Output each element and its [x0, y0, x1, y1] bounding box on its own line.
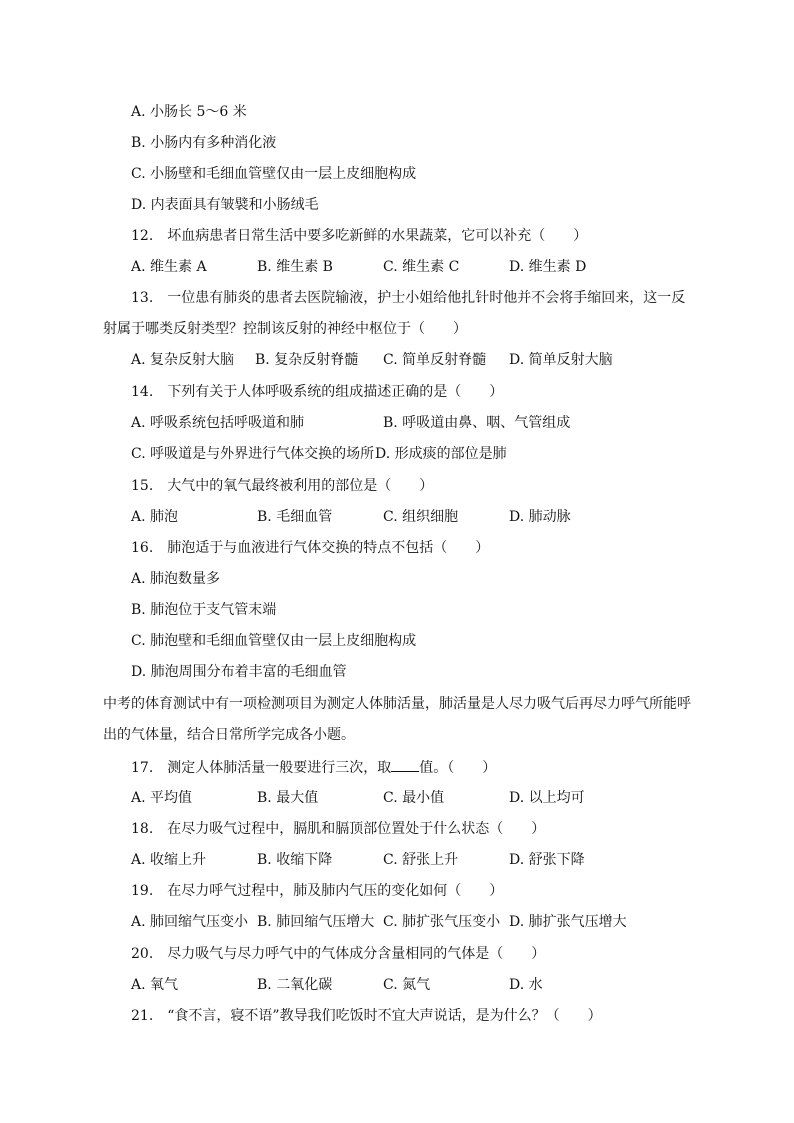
q17-stem	[131, 757, 496, 778]
q15-option-d: D. 肺动脉	[509, 509, 571, 525]
q15-options	[131, 507, 691, 527]
q11-option-c: C. 小肠壁和毛细血管壁仅由一层上皮细胞构成	[131, 166, 417, 182]
q17-stem-before: 17. 测定人体肺活量一般要进行三次，取	[131, 760, 392, 776]
q17-option-d: D. 以上均可	[509, 790, 585, 806]
q12-option-b: B. 维生素 B	[257, 259, 333, 275]
q12-option-a: A. 维生素 A	[131, 259, 207, 275]
answer-blank	[391, 757, 419, 772]
q13-option-a: A. 复杂反射大脑	[131, 352, 235, 368]
q20-options	[131, 975, 691, 995]
q11-option-d: D. 内表面具有皱襞和小肠绒毛	[131, 197, 319, 213]
q17-stem-after: 值。（ ）	[419, 760, 497, 776]
q18-option-c: C. 舒张上升	[383, 852, 459, 868]
q14-option-d: D. 形成痰的部位是肺	[375, 446, 507, 462]
q20-option-d: D. 水	[509, 977, 543, 993]
q11-option-a: A. 小肠长 5～6 米	[131, 104, 247, 120]
q13-option-b: B. 复杂反射脊髓	[255, 352, 359, 368]
passage-line2: 出的气体量，结合日常所学完成各小题。	[103, 727, 355, 743]
q14-option-c: C. 呼吸道是与外界进行气体交换的场所	[131, 446, 375, 462]
q13-stem-line1: 13. 一位患有肺炎的患者去医院输液，护士小姐给他扎针时他并不会将手缩回来，这一反	[131, 290, 686, 306]
q19-option-c: C. 肺扩张气压变小	[383, 914, 501, 930]
q16-option-a: A. 肺泡数量多	[131, 571, 221, 587]
q14-stem: 14. 下列有关于人体呼吸系统的组成描述正确的是（ ）	[131, 384, 504, 400]
q15-option-a: A. 肺泡	[131, 509, 179, 525]
q12-option-d: D. 维生素 D	[509, 259, 587, 275]
q20-option-a: A. 氧气	[131, 977, 179, 993]
q14-options-row1	[131, 413, 691, 433]
q17-option-c: C. 最小值	[383, 790, 445, 806]
q17-option-b: B. 最大值	[257, 790, 319, 806]
q15-stem: 15. 大气中的氧气最终被利用的部位是（ ）	[131, 478, 434, 494]
q14-option-b: B. 呼吸道由鼻、咽、气管组成	[383, 415, 571, 431]
q18-stem: 18. 在尽力吸气过程中，膈肌和膈顶部位置处于什么状态（ ）	[131, 821, 546, 837]
q14-options-row2	[131, 444, 691, 464]
q18-option-b: B. 收缩下降	[257, 852, 333, 868]
q14-option-a: A. 呼吸系统包括呼吸道和肺	[131, 415, 305, 431]
q13-option-c: C. 简单反射脊髓	[383, 352, 487, 368]
q17-option-a: A. 平均值	[131, 790, 193, 806]
q17-options	[131, 788, 691, 808]
q19-option-a: A. 肺回缩气压变小	[131, 914, 249, 930]
q16-stem: 16. 肺泡适于与血液进行气体交换的特点不包括（ ）	[131, 540, 490, 556]
q18-options	[131, 850, 691, 870]
q19-option-b: B. 肺回缩气压增大	[257, 914, 375, 930]
q18-option-a: A. 收缩上升	[131, 852, 207, 868]
q12-stem: 12. 坏血病患者日常生活中要多吃新鲜的水果蔬菜，它可以补充（ ）	[131, 228, 588, 244]
q19-option-d: D. 肺扩张气压增大	[509, 914, 627, 930]
q18-option-d: D. 舒张下降	[509, 852, 585, 868]
q20-stem: 20. 尽力吸气与尽力呼气中的气体成分含量相同的气体是（ ）	[131, 946, 546, 962]
q19-options	[131, 912, 691, 932]
q11-option-b: B. 小肠内有多种消化液	[131, 135, 277, 151]
q13-options	[131, 350, 691, 370]
q12-option-c: C. 维生素 C	[383, 259, 460, 275]
q13-option-d: D. 简单反射大脑	[509, 352, 613, 368]
q20-option-b: B. 二氧化碳	[257, 977, 333, 993]
q19-stem: 19. 在尽力呼气过程中，肺及肺内气压的变化如何（ ）	[131, 883, 504, 899]
q21-stem: 21. “食不言，寝不语”教导我们吃饭时不宜大声说话，是为什么？（ ）	[131, 1008, 602, 1024]
q16-option-c: C. 肺泡壁和毛细血管壁仅由一层上皮细胞构成	[131, 633, 417, 649]
q16-option-d: D. 肺泡周围分布着丰富的毛细血管	[131, 664, 347, 680]
q16-option-b: B. 肺泡位于支气管末端	[131, 602, 277, 618]
q12-options	[131, 257, 691, 277]
passage-line1: 中考的体育测试中有一项检测项目为测定人体肺活量，肺活量是人尽力吸气后再尽力呼气所能呼	[103, 696, 691, 712]
q20-option-c: C. 氮气	[383, 977, 431, 993]
q13-stem-line2: 射属于哪类反射类型？控制该反射的神经中枢位于（ ）	[103, 321, 467, 337]
q15-option-b: B. 毛细血管	[257, 509, 333, 525]
q15-option-c: C. 组织细胞	[383, 509, 459, 525]
